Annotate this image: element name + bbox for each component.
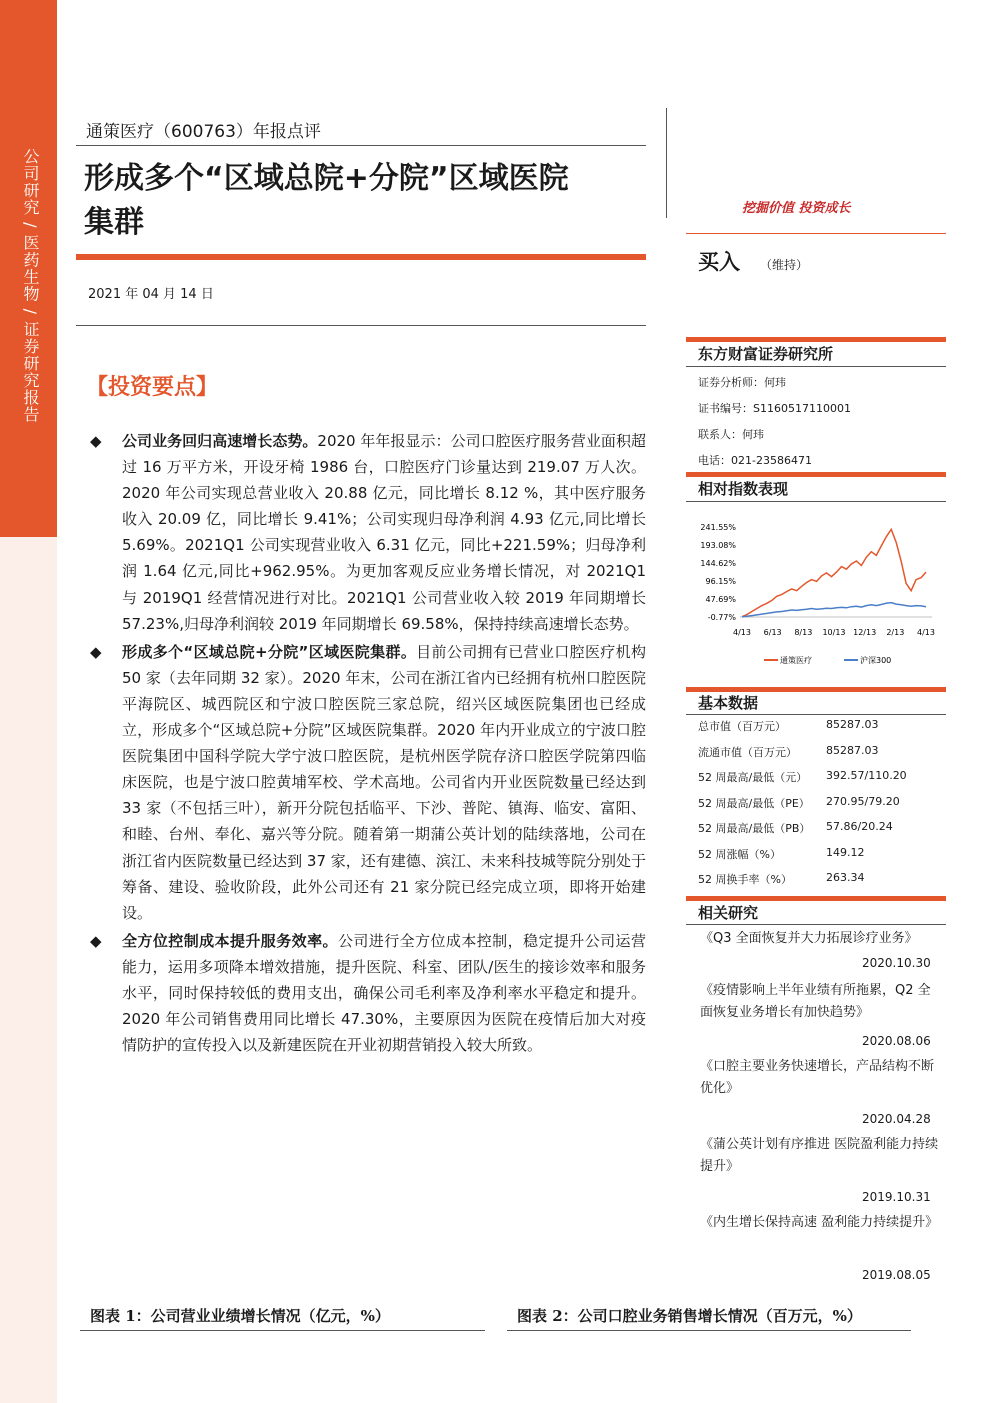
contact: 联系人：何玮 — [698, 428, 764, 441]
basic-data-label: 52 周最高/最低（PB） — [698, 822, 811, 835]
basic-data-label: 52 周涨幅（%） — [698, 847, 781, 861]
basic-data-value: 85287.03 — [826, 718, 879, 731]
institute-name: 东方财富证券研究所 — [698, 345, 834, 363]
x-tick-label: 2/13 — [886, 628, 905, 637]
title-underline — [76, 254, 646, 260]
rating: 买入 — [698, 250, 740, 274]
chart-title: 相对指数表现 — [698, 480, 789, 498]
diamond-bullet-icon: ◆ — [90, 642, 102, 661]
report-title — [84, 157, 654, 245]
bullet-text: 2020 年年报显示：公司口腔医疗服务营业面积超过 16 万平方米，开设牙椅 1986 台，口腔医疗门诊量达到 219.07 万人次。2020 年公司实现总营业收入 20.88 亿元，同比增长 8.12 %，其中医疗服务收入 20.09 亿，同比增长 9.41%；公司实现归母净利润 4.93 亿元,同比增长 5.69%。2021Q1 公司实现营业收入 6.31 亿元，同比+221.59%；归母净利润 1.64 亿元,同比+962.95%。为更加客观反应业务增长情况，对 2021Q1 与 2019Q1 经营情况进行对比。2021Q1 公司营业收入较 2019 年同期增长 57.23%,归母净利润较 2019 年同期增长 69.58%，保持持续高速增长态势。 — [122, 432, 646, 633]
x-tick-label: 4/13 — [917, 628, 935, 637]
basic-data-value: 263.34 — [826, 871, 865, 884]
y-tick-label: 144.62% — [700, 559, 736, 568]
report-type: 通策医疗（600763）年报点评 — [86, 122, 321, 142]
bullet-text: 公司进行全方位成本控制，稳定提升公司运营能力，运用多项降本增效措施，提升医院、科室、团队/医生的接诊效率和服务水平，同时保持较低的费用支出，确保公司毛利率及净利率水平稳定和提升。2020 年公司销售费用同比增长 47.30%，主要原因为医院在疫情后加大对疫情防护的宣传投入以及新建医院在开业初期营销投入较大所致。 — [122, 931, 646, 1055]
x-tick-label: 10/13 — [822, 628, 846, 637]
x-tick-label: 6/13 — [763, 628, 782, 637]
side-category-label: 公司研究 / 医药生物 / 证券研究报告 — [21, 148, 40, 424]
diamond-bullet-icon: ◆ — [90, 931, 102, 950]
bullet-point — [90, 928, 646, 1058]
bullet-lead: 形成多个“区域总院+分院”区域医院集群。 — [122, 642, 417, 661]
y-tick-label: 96.15% — [705, 577, 736, 586]
divider — [686, 366, 946, 367]
cert-number: 证书编号：S1160517110001 — [698, 402, 851, 415]
report-title-line: 形成多个“区域总院+分院”区域医院 — [84, 161, 569, 196]
y-tick-label: 47.69% — [705, 595, 736, 604]
legend-label: 沪深300 — [860, 656, 892, 665]
divider — [686, 714, 946, 715]
report-date: 2021 年 04 月 14 日 — [88, 287, 214, 302]
related-report-date: 2019.08.05 — [862, 1268, 931, 1282]
relative-index-chart — [686, 512, 946, 672]
related-report-link[interactable]: 《蒲公英计划有序推进 医院盈利能力持续提升》 — [700, 1137, 939, 1174]
basic-data-label: 52 周最高/最低（PE） — [698, 796, 810, 810]
basic-data-label: 流通市值（百万元） — [698, 745, 797, 759]
related-report-link[interactable]: 《内生增长保持高速 盈利能力持续提升》 — [700, 1215, 939, 1230]
divider — [76, 145, 646, 146]
diamond-bullet-icon: ◆ — [90, 432, 102, 450]
x-tick-label: 12/13 — [853, 628, 877, 637]
legend-label: 通策医疗 — [780, 656, 812, 665]
basic-data-value: 392.57/110.20 — [826, 769, 907, 782]
section-bar — [686, 472, 946, 477]
basic-data-value: 149.12 — [826, 845, 865, 859]
x-tick-label: 4/13 — [733, 628, 751, 637]
basic-data-title: 基本数据 — [698, 694, 759, 712]
phone: 电话：021-23586471 — [698, 454, 812, 467]
divider — [686, 233, 946, 234]
y-tick-label: 241.55% — [700, 523, 736, 532]
figure-caption: 图表 2：公司口腔业务销售增长情况（百万元，%） — [517, 1307, 862, 1325]
related-report-link[interactable]: 《Q3 全面恢复并大力拓展诊疗业务》 — [700, 931, 918, 946]
related-report-link[interactable]: 《疫情影响上半年业绩有所拖累，Q2 全面恢复业务增长有加快趋势》 — [700, 983, 931, 1020]
related-report-date: 2020.08.06 — [862, 1034, 931, 1048]
basic-data-value: 85287.03 — [826, 743, 879, 757]
slogan: 挖掘价值 投资成长 — [742, 201, 851, 216]
basic-data-label: 52 周换手率（%） — [698, 873, 792, 886]
bullet-point — [90, 639, 646, 926]
related-report-date: 2019.10.31 — [862, 1190, 931, 1204]
series-line-通策医疗 — [742, 529, 926, 616]
related-report-date: 2020.04.28 — [862, 1112, 931, 1126]
bullet-lead: 公司业务回归高速增长态势。 — [122, 432, 318, 450]
section-heading: 【投资要点】 — [86, 374, 219, 400]
section-bar — [686, 337, 946, 342]
analyst: 证券分析师：何玮 — [698, 376, 786, 389]
figure-caption: 图表 1：公司营业业绩增长情况（亿元，%） — [90, 1307, 390, 1325]
related-report-link[interactable]: 《口腔主要业务快速增长，产品结构不断优化》 — [700, 1059, 935, 1096]
bullet-lead: 全方位控制成本提升服务效率。 — [122, 931, 338, 950]
divider — [686, 924, 946, 925]
basic-data-label: 52 周最高/最低（元） — [698, 771, 808, 784]
bullet-text: 目前公司拥有已营业口腔医疗机构 50 家（去年同期 32 家）。2020 年末，公司在浙江省内已经拥有杭州口腔医院平海院区、城西院区和宁波口腔医院三家总院，绍兴区域医院集团也已经成立，形成多个“区域总院+分院”区域医院集群。2020 年内开业成立的宁波口腔医院集团中国科学院大学宁波口腔医院，是杭州医学院存济口腔医学院第四临床医院，也是宁波口腔黄埔军校、学术高地。公司省内开业医院数量已经达到 33 家（不包括三叶），新开分院包括临平、下沙、普陀、镇海、临安、富阳、和睦、台州、奉化、嘉兴等分院。随着第一期蒲公英计划的陆续落地，公司在浙江省内医院数量已经达到 37 家，还有建德、滨江、未来科技城等院分别处于筹备、建设、验收阶段，此外公司还有 21 家分院已经完成立项，即将开始建设。 — [122, 642, 646, 922]
related-research-title: 相关研究 — [698, 904, 759, 922]
y-tick-label: 193.08% — [700, 541, 736, 550]
basic-data-value: 270.95/79.20 — [826, 794, 900, 808]
basic-data-label: 总市值（百万元） — [698, 720, 786, 733]
divider — [76, 325, 646, 326]
section-bar — [686, 896, 946, 901]
investment-points — [90, 428, 646, 1060]
related-report-date: 2020.10.30 — [862, 956, 931, 970]
report-title-line: 集群 — [84, 205, 144, 240]
basic-data-value: 57.86/20.24 — [826, 820, 893, 833]
divider — [686, 501, 946, 502]
x-tick-label: 8/13 — [794, 628, 813, 637]
divider — [507, 1330, 911, 1331]
y-tick-label: -0.77% — [707, 613, 736, 622]
rating-note: （维持） — [760, 258, 809, 272]
bullet-point — [90, 428, 646, 637]
divider — [80, 1330, 485, 1331]
series-line-沪深300 — [742, 603, 926, 617]
vertical-divider — [666, 108, 667, 218]
